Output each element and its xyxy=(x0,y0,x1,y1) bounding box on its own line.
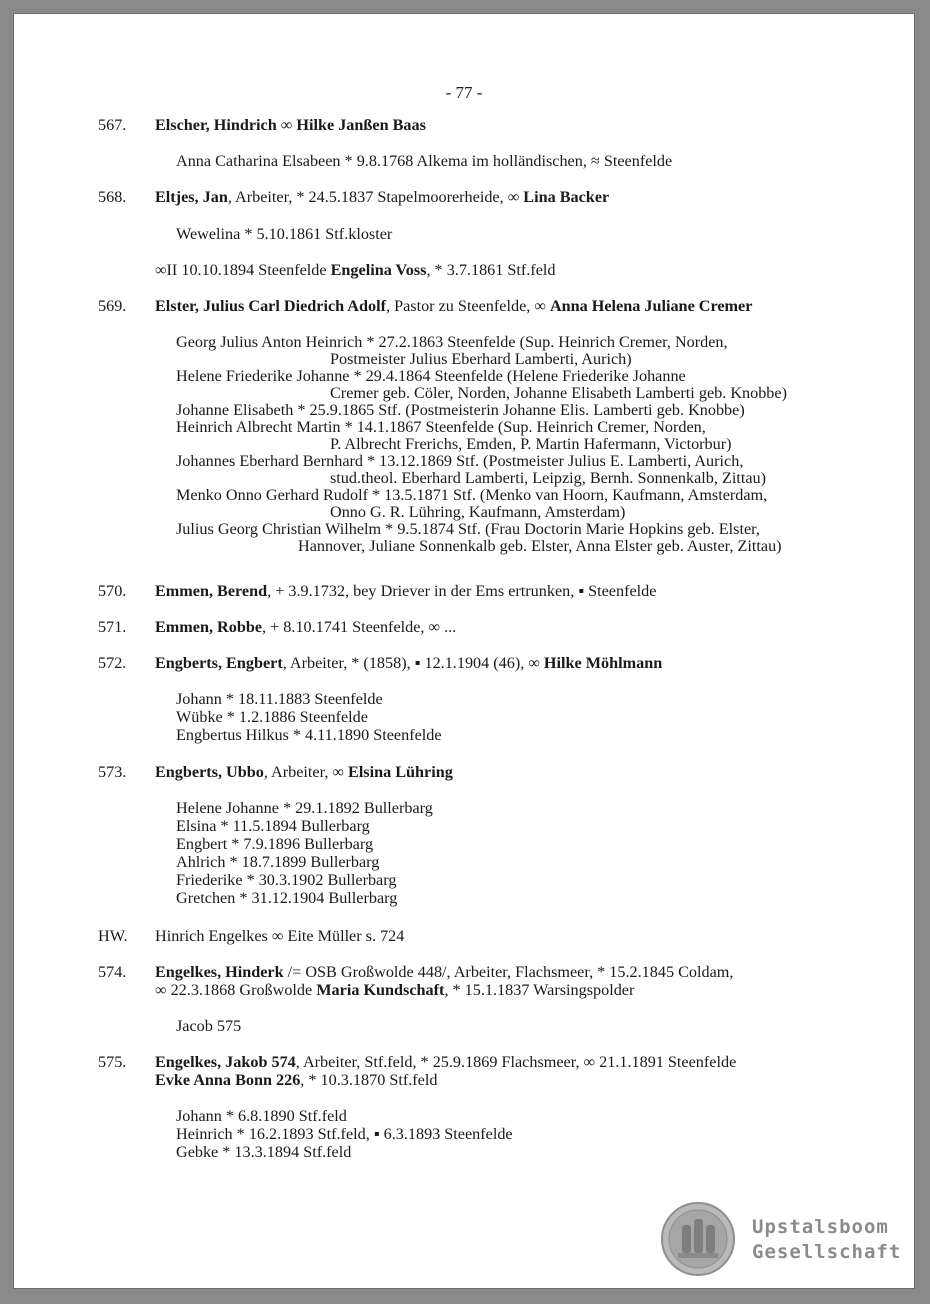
child-line: Johannes Eberhard Bernhard * 13.12.1869 Stf. (Postmeister Julius E. Lamberti, Aurich, xyxy=(176,452,744,470)
child-line: Gretchen * 31.12.1904 Bullerbarg xyxy=(176,889,398,907)
entry-line2: Evke Anna Bonn 226, * 10.3.1870 Stf.feld xyxy=(155,1071,438,1089)
child-line: Wewelina * 5.10.1861 Stf.kloster xyxy=(176,225,393,243)
child-line: Engbert * 7.9.1896 Bullerbarg xyxy=(176,835,374,853)
child-line: Johann * 6.8.1890 Stf.feld xyxy=(176,1107,347,1125)
seal-icon xyxy=(660,1201,736,1277)
child-line: Elsina * 11.5.1894 Bullerbarg xyxy=(176,817,370,835)
page-number: - 77 - xyxy=(445,83,483,102)
child-line-cont: Postmeister Julius Eberhard Lamberti, Aurich) xyxy=(330,350,632,368)
entry-head: Elscher, Hindrich ∞ Hilke Janßen Baas xyxy=(155,116,426,134)
child-line-cont: Hannover, Juliane Sonnenkalb geb. Elster, Anna Elster geb. Auster, Zittau) xyxy=(298,537,782,555)
child-line-cont: Onno G. R. Lühring, Kaufmann, Amsterdam) xyxy=(330,503,626,521)
child-line: Friederike * 30.3.1902 Bullerbarg xyxy=(176,871,397,889)
document-page: - 77 - 567. Elscher, Hindrich ∞ Hilke Janßen Baas Anna Catharina Elsabeen * 9.8.1768 Alkema im holländischen, ≈ Steenfelde 568. Eltjes, Jan, Arbeiter, * 24.5.1837 Stapelmoorerheide, ∞ Lina Backer Wewelina * 5.10.1861 Stf.kloster ∞II 10.10.1894 Steenfelde Engelina Voss, * 3.7.1861 Stf.feld 569. Elster, Julius Carl Diedrich Adolf, Pastor zu Steenfelde, ∞ Anna Helena Juliane Cremer Georg Julius Anton Heinrich * 27.2.1863 Steenfelde (Sup. Heinrich Cremer, Norden, Postmeister Julius Eberhard Lamberti, Aurich) Helene Friederike Johanne * 29.4.1864 Steenfelde (Helene Friederike Johanne Cremer geb. Cöler, Norden, Johanne Elisabeth Lamberti geb. Knobbe) Johanne Elisabeth * 25.9.1865 Stf. (Postmeisterin Johanne Elis. Lamberti geb. Knobbe) Heinrich Albrecht Martin * 14.1.1867 Steenfelde (Sup. Heinrich Cremer, Norden, P. Albrecht Frerichs, Emden, P. Martin Hafermann, Victorbur) Johannes Eberhard Bernhard * 13.12.1869 Stf. (Postmeister Julius E. Lamberti, Aurich, stud.theol. Eberhard Lamberti, Leipzig, Bernh. Sonnenkalb, Zittau) Menko Onno Gerhard Rudolf * 13.5.1871 Stf. (Menko van Hoorn, Kaufmann, Amsterdam, Onno G. R. Lühring, Kaufmann, Amsterdam) Julius Georg Christian Wilhelm * 9.5.1874 Stf. (Frau Doctorin Marie Hopkins geb. Elster, Hannover, Juliane Sonnenkalb geb. Elster, Anna Elster geb. Auster, Zittau) 570. Emmen, Berend, + 3.9.1732, bey Driever in der Ems ertrunken, ▪ Steenfelde 571. Emmen, Robbe, + 8.10.1741 Steenfelde, ∞ ... 572. Engberts, Engbert, Arbeiter, * (1858), ▪ 12.1.1904 (46), ∞ Hilke Möhlmann Johann * 18.11.1883 Steenfelde Wübke * 1.2.1886 Steenfelde Engbertus Hilkus * 4.11.1890 Steenfelde 573. Engberts, Ubbo, Arbeiter, ∞ Elsina Lühring Helene Johanne * 29.1.1892 Bullerbarg Elsina * 11.5.1894 Bullerbarg Engbert * 7.9.1896 Bullerbarg Ahlrich * 18.7.1899 Bullerbarg Friederike * 30.3.1902 Bullerbarg Gretchen * 31.12.1904 Bullerbarg HW. Hinrich Engelkes ∞ Eite Müller s. 724 574. Engelkes, Hinderk /= OSB Großwolde 448/, Arbeiter, Flachsmeer, * 15.2.1845 Coldam, ∞ 22.3.1868 Großwolde Maria Kundschaft, * 15.1.1837 Warsingspolder Jacob 575 575. Engelkes, Jakob 574, Arbeiter, Stf.feld, * 25.9.1869 Flachsmeer, ∞ 21.1.1891 Steenfelde Evke Anna Bonn 226, * 10.3.1870 Stf.feld Johann * 6.8.1890 Stf.feld Heinrich * 16.2.1893 Stf.feld, ▪ 6.3.1893 Steenfelde Gebke * 13.3.1894 Stf.feld Upstalsboom Gesellschaft xyxy=(14,14,914,1288)
child-line: Johanne Elisabeth * 25.9.1865 Stf. (Postmeisterin Johanne Elis. Lamberti geb. Knobbe) xyxy=(176,401,745,419)
child-line-cont: P. Albrecht Frerichs, Emden, P. Martin Hafermann, Victorbur) xyxy=(330,435,732,453)
child-line: Anna Catharina Elsabeen * 9.8.1768 Alkema im holländischen, ≈ Steenfelde xyxy=(176,152,673,170)
child-line: Julius Georg Christian Wilhelm * 9.5.1874 Stf. (Frau Doctorin Marie Hopkins geb. Elster, xyxy=(176,520,760,538)
child-line-cont: stud.theol. Eberhard Lamberti, Leipzig, Bernh. Sonnenkalb, Zittau) xyxy=(330,469,767,487)
child-line: Johann * 18.11.1883 Steenfelde xyxy=(176,690,383,708)
child-line: Engbertus Hilkus * 4.11.1890 Steenfelde xyxy=(176,726,442,744)
child-line: Menko Onno Gerhard Rudolf * 13.5.1871 Stf. (Menko van Hoorn, Kaufmann, Amsterdam, xyxy=(176,486,768,504)
second-marriage-line: ∞II 10.10.1894 Steenfelde Engelina Voss, * 3.7.1861 Stf.feld xyxy=(155,261,556,279)
entry-line2: ∞ 22.3.1868 Großwolde Maria Kundschaft, * 15.1.1837 Warsingspolder xyxy=(155,981,635,999)
child-line: Helene Friederike Johanne * 29.4.1864 Steenfelde (Helene Friederike Johanne xyxy=(176,367,686,385)
child-line-cont: Cremer geb. Cöler, Norden, Johanne Elisabeth Lamberti geb. Knobbe) xyxy=(330,384,787,402)
child-line: Wübke * 1.2.1886 Steenfelde xyxy=(176,708,368,726)
child-line: Gebke * 13.3.1894 Stf.feld xyxy=(176,1143,352,1161)
entry-number: 567. xyxy=(98,116,127,134)
child-line: Jacob 575 xyxy=(176,1017,242,1035)
child-line: Georg Julius Anton Heinrich * 27.2.1863 Steenfelde (Sup. Heinrich Cremer, Norden, xyxy=(176,333,728,351)
child-line: Helene Johanne * 29.1.1892 Bullerbarg xyxy=(176,799,433,817)
child-line: Ahlrich * 18.7.1899 Bullerbarg xyxy=(176,853,380,871)
child-line: Heinrich Albrecht Martin * 14.1.1867 Steenfelde (Sup. Heinrich Cremer, Norden, xyxy=(176,418,706,436)
society-logo-text: Upstalsboom Gesellschaft xyxy=(752,1216,902,1263)
child-line: Heinrich * 16.2.1893 Stf.feld, ▪ 6.3.1893 Steenfelde xyxy=(176,1125,513,1143)
